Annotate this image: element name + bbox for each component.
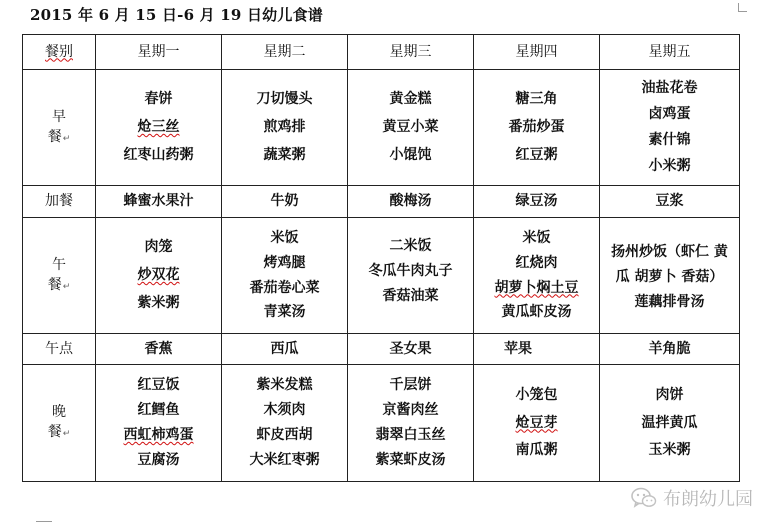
meal-label-char: 餐↵	[47, 128, 71, 145]
day-header-fri: 星期五	[600, 35, 740, 70]
dish-item: 炝三丝	[137, 119, 180, 136]
dish-item: 莲藕排骨汤	[634, 294, 705, 311]
meal-label-char: 早	[51, 108, 66, 125]
dinner-row	[23, 365, 740, 482]
meal-label-breakfast	[23, 70, 96, 186]
dish-item: 烤鸡腿	[263, 254, 306, 271]
dish-item: 香蕉	[144, 340, 173, 357]
dish-item: 南瓜粥	[515, 442, 558, 459]
watermark-text: 布朗幼儿园	[663, 489, 753, 510]
meal-label-text	[48, 402, 71, 444]
dish-item: 酸梅汤	[389, 193, 432, 210]
meal-label-snack: 加餐	[23, 186, 96, 218]
menu-cell	[474, 365, 600, 482]
menu-cell	[474, 70, 600, 186]
dish-item: 肉笼	[144, 239, 173, 256]
dish-list	[509, 91, 565, 163]
dish-item: 羊角脆	[648, 340, 691, 357]
dish-item: 番茄炒蛋	[508, 119, 565, 136]
dish-item: 豆浆	[655, 193, 684, 210]
dish-item: 绿豆汤	[515, 193, 558, 210]
dish-list	[383, 91, 439, 163]
dish-item: 小馄饨	[389, 146, 432, 163]
dish-item: 西瓜	[270, 340, 299, 357]
dish-item: 京酱肉丝	[382, 402, 439, 419]
dish-item: 蜂蜜水果汁	[123, 193, 194, 210]
corner-header-cell	[23, 35, 96, 70]
menu-cell	[474, 334, 600, 365]
meal-label-dinner	[23, 365, 96, 482]
dish-item: 大米红枣粥	[249, 451, 320, 468]
dish-list	[138, 239, 180, 311]
paragraph-mark: ↵	[62, 429, 71, 439]
menu-cell	[348, 186, 474, 218]
dish-item: 二米饭	[389, 238, 432, 255]
page-corner-mark-bottom-left	[36, 521, 52, 530]
dish-item: 紫米发糕	[256, 377, 313, 394]
meal-label-text	[48, 255, 71, 297]
paragraph-mark: ↵	[62, 133, 71, 144]
menu-cell	[222, 70, 348, 186]
dish-item: 虾皮西胡	[256, 427, 313, 443]
paragraph-mark: ↵	[62, 281, 71, 292]
dish-list	[642, 387, 698, 459]
dish-item: 翡翠白玉丝	[375, 427, 446, 443]
menu-cell	[96, 365, 222, 482]
dish-list	[516, 387, 558, 459]
header-row	[23, 35, 740, 70]
dish-item: 木须肉	[263, 402, 306, 419]
menu-cell	[96, 186, 222, 218]
menu-cell	[96, 70, 222, 186]
menu-cell	[222, 186, 348, 218]
dish-item: 肉饼	[655, 386, 684, 403]
dish-item: 蔬菜粥	[263, 146, 306, 163]
menu-cell	[96, 218, 222, 334]
dish-list	[376, 377, 446, 468]
dish-item: 红枣山药粥	[123, 146, 194, 163]
day-header-thu: 星期四	[474, 35, 600, 70]
dish-item: 千层饼	[389, 377, 432, 394]
meal-label-char: 餐↵	[47, 424, 71, 440]
dish-list	[250, 230, 320, 321]
dish-item: 小笼包	[515, 386, 558, 403]
dish-item: 玉米粥	[648, 442, 691, 459]
dish-item: 苹果	[504, 340, 532, 357]
dish-item: 胡萝卜焖土豆	[494, 279, 579, 296]
dish-item: 红豆粥	[515, 146, 558, 163]
dish-item: 糖三角	[515, 91, 558, 108]
dish-item: 香菇油菜	[382, 287, 439, 304]
dish-item: 黄豆小菜	[382, 119, 439, 136]
dish-list	[257, 91, 313, 163]
dish-list	[124, 91, 194, 163]
menu-cell	[348, 365, 474, 482]
dish-item: 煎鸡排	[263, 119, 306, 136]
dish-list	[369, 238, 453, 312]
menu-cell	[222, 334, 348, 365]
dish-item: 素什锦	[648, 132, 691, 148]
menu-cell	[222, 218, 348, 334]
dish-item: 红鳕鱼	[137, 402, 180, 419]
dish-item: 番茄卷心菜	[249, 279, 320, 296]
day-header-mon: 星期一	[96, 35, 222, 70]
menu-cell	[474, 218, 600, 334]
dish-item: 紫菜虾皮汤	[375, 451, 446, 468]
dish-item: 温拌黄瓜	[641, 414, 698, 431]
dish-item: 冬瓜牛肉丸子	[368, 263, 453, 280]
menu-cell	[348, 334, 474, 365]
dish-item: 油盐花卷	[641, 80, 698, 97]
dish-item: 春饼	[144, 91, 173, 108]
dish-item: 青菜汤	[263, 304, 306, 321]
meal-label-text	[48, 107, 71, 149]
menu-cell	[348, 218, 474, 334]
dish-item: 豆腐汤	[137, 451, 180, 468]
weekly-menu-table	[22, 34, 740, 482]
dish-item: 牛奶	[270, 193, 299, 210]
afternoon-snack-row	[23, 334, 740, 365]
menu-cell	[222, 365, 348, 482]
dish-item: 炝豆芽	[515, 414, 558, 431]
dish-item: 红豆饭	[137, 377, 180, 394]
dish-item: 刀切馒头	[256, 91, 313, 108]
meal-label-lunch	[23, 218, 96, 334]
dish-item: 圣女果	[389, 340, 432, 357]
day-header-wed: 星期三	[348, 35, 474, 70]
dish-item: 卤鸡蛋	[648, 106, 691, 123]
menu-cell	[600, 365, 740, 482]
dish-list	[250, 377, 320, 468]
dish-item: 扬州炒饭（虾仁 黄瓜 胡萝卜 香菇）	[611, 244, 728, 286]
page-corner-mark-top-right	[738, 3, 747, 12]
menu-cell	[600, 218, 740, 334]
dish-list	[124, 377, 194, 468]
meal-label-afternoon: 午点	[23, 334, 96, 365]
dish-item: 黄金糕	[389, 91, 432, 108]
document-title: 2015 年 6 月 15 日-6 月 19 日幼儿食谱	[30, 6, 323, 24]
dish-item: 西虹柿鸡蛋	[123, 427, 194, 443]
menu-cell	[600, 186, 740, 218]
menu-cell	[600, 70, 740, 186]
dish-item: 黄瓜虾皮汤	[501, 304, 572, 321]
dish-item: 紫米粥	[137, 294, 180, 311]
menu-cell	[348, 70, 474, 186]
wechat-watermark	[631, 485, 753, 511]
breakfast-row	[23, 70, 740, 186]
dish-list	[642, 80, 698, 174]
meal-label-char: 午	[51, 256, 66, 273]
dish-item: 红烧肉	[515, 254, 558, 271]
meal-label-char: 餐↵	[47, 276, 71, 293]
dish-list	[495, 230, 579, 321]
wechat-icon	[631, 487, 657, 509]
dish-item: 炒双花	[137, 267, 180, 284]
dish-list	[611, 240, 729, 311]
snack-row	[23, 186, 740, 218]
dish-item: 米饭	[270, 229, 299, 246]
lunch-row	[23, 218, 740, 334]
dish-item: 米饭	[522, 229, 551, 246]
dish-item: 小米粥	[648, 157, 691, 174]
meal-label-char: 晚	[51, 404, 66, 420]
menu-cell	[474, 186, 600, 218]
day-header-tue: 星期二	[222, 35, 348, 70]
corner-header-label: 餐别	[45, 43, 73, 60]
menu-cell	[96, 334, 222, 365]
menu-cell	[600, 334, 740, 365]
